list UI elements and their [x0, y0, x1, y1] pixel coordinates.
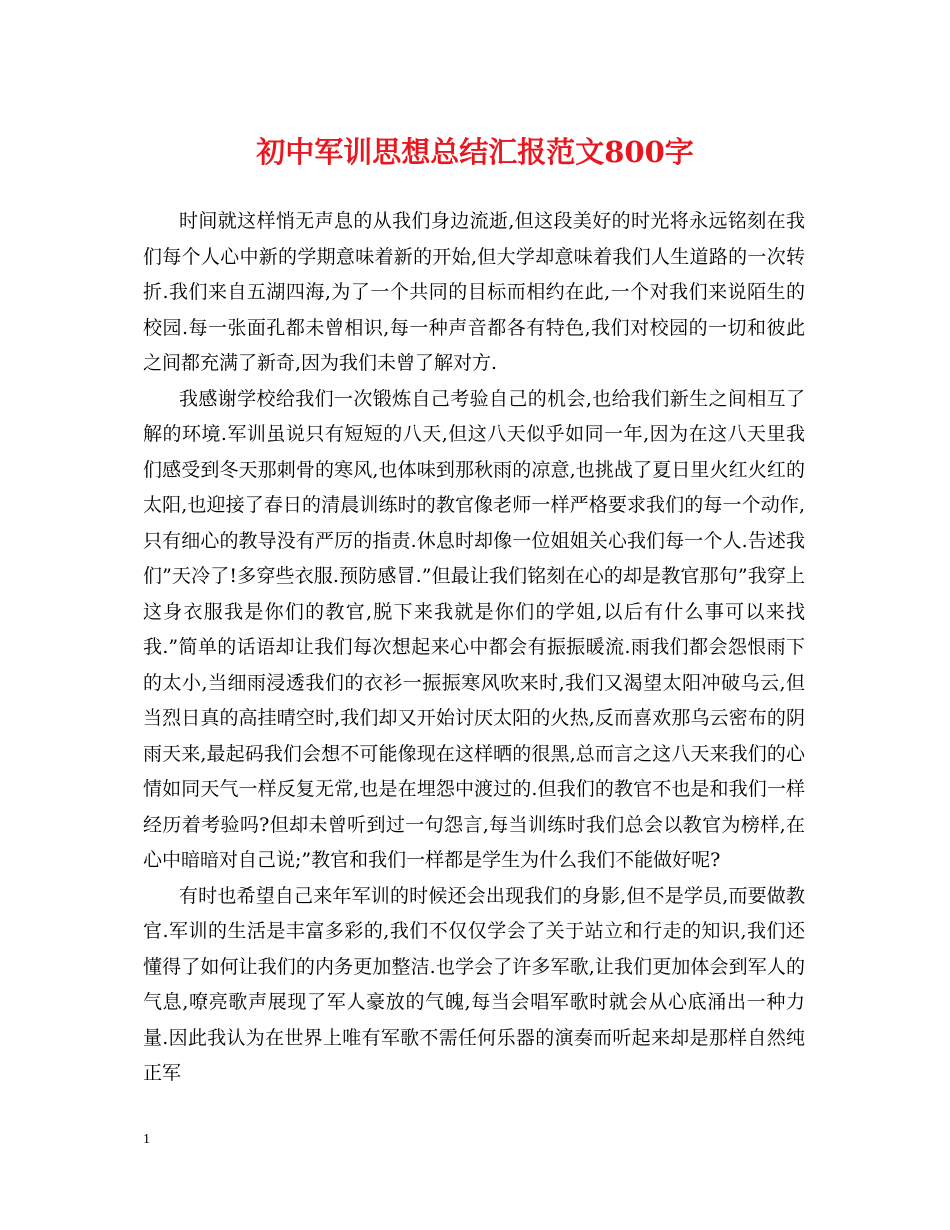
paragraph-2: 我感谢学校给我们一次锻炼自己考验自己的机会,也给我们新生之间相互了解的环境.军训虽说只有短短的八天,但这八天似乎如同一年,因为在这八天里我们感受到冬天那刺骨的寒风,也体味到那秋雨的凉意,也挑战了夏日里火红火红的太阳,也迎接了春日的清晨训练时的教官像老师一样严格要求我们的每一个动作,只有细心的教导没有严厉的指责.休息时却像一位姐姐关心我们每一个人.告述我们”天冷了!多穿些衣服.预防感冒.”但最让我们铭刻在心的却是教官那句”我穿上这身衣服我是你们的教官,脱下来我就是你们的学姐,以后有什么事可以来找我.”简单的话语却让我们每次想起来心中都会有振振暖流.雨我们都会怨恨雨下的太小,当细雨浸透我们的衣衫一振振寒风吹来时,我们又渴望太阳冲破乌云,但当烈日真的高挂晴空时,我们却又开始讨厌太阳的火热,反而喜欢那乌云密布的阴雨天来,最起码我们会想不可能像现在这样晒的很黑,总而言之这八天来我们的心情如同天气一样反复无常,也是在埋怨中渡过的.但我们的教官不也是和我们一样经历着考验吗?但却未曾听到过一句怨言,每当训练时我们总会以教官为榜样,在心中暗暗对自己说;”教官和我们一样都是学生为什么我们不能做好呢?: [143, 387, 805, 871]
paragraph-3: 有时也希望自己来年军训的时候还会出现我们的身影,但不是学员,而要做教官.军训的生活是丰富多彩的,我们不仅仅学会了关于站立和行走的知识,我们还懂得了如何让我们的内务更加整洁.也学会了许多军歌,让我们更加体会到军人的气息,嘹亮歌声展现了军人豪放的气魄,每当会唱军歌时就会从心底涌出一种力量.因此我认为在世界上唯有军歌不需任何乐器的演奏而听起来却是那样自然纯正军: [143, 884, 805, 1084]
page-number: 1: [143, 1132, 150, 1147]
document-title: 初中军训思想总结汇报范文800字: [256, 135, 694, 169]
document-body: [143, 204, 805, 1092]
paragraph-1: 时间就这样悄无声息的从我们身边流逝,但这段美好的时光将永远铭刻在我们每个人心中新的学期意味着新的开始,但大学却意味着我们人生道路的一次转折.我们来自五湖四海,为了一个共同的目标而相约在此,一个对我们来说陌生的校园.每一张面孔都未曾相识,每一种声音都各有特色,我们对校园的一切和彼此之间都充满了新奇,因为我们未曾了解对方.: [143, 210, 805, 374]
